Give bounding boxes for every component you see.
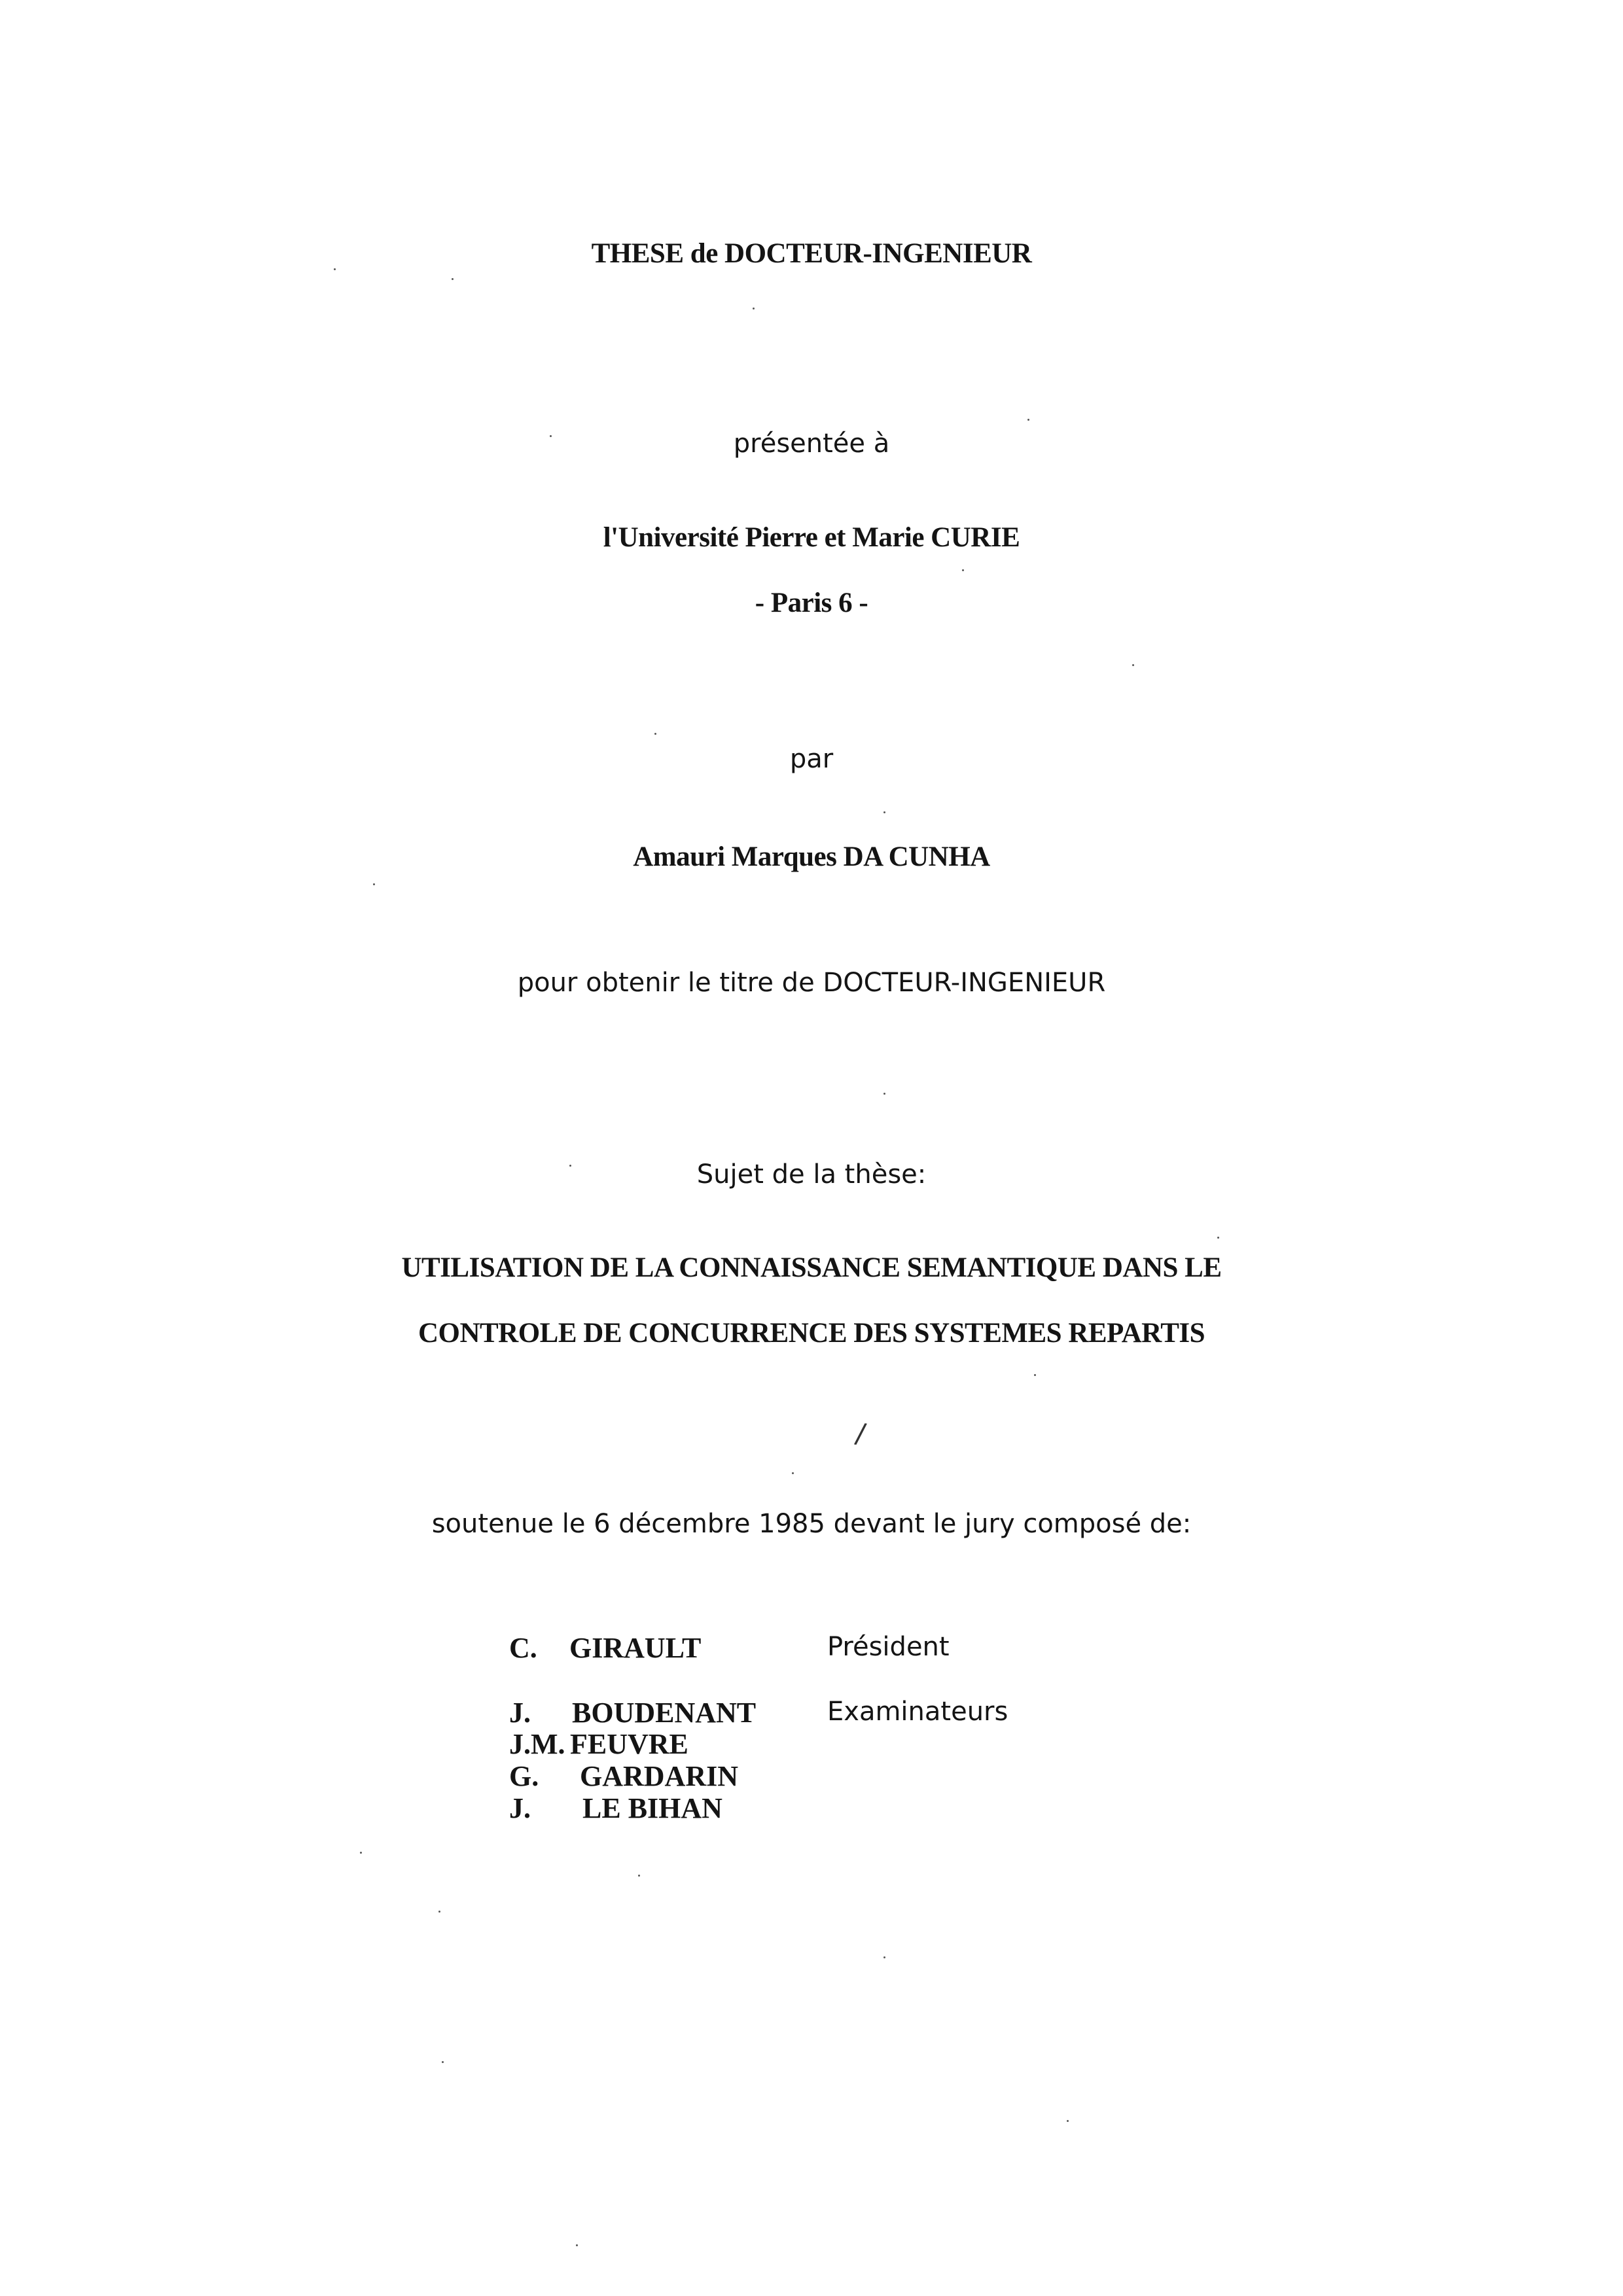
scan-speck — [1067, 2120, 1069, 2122]
thesis-type-heading: THESE de DOCTEUR-INGENIEUR — [591, 238, 1032, 269]
scan-speck — [638, 1875, 640, 1877]
subject-title-line-2: CONTROLE DE CONCURRENCE DES SYSTEMES REPARTIS — [418, 1318, 1205, 1349]
jury-member-surname: GIRAULT — [569, 1632, 702, 1664]
jury-member-feuvre — [509, 1730, 688, 1759]
scan-speck — [550, 435, 552, 437]
jury-member-initial: J. — [509, 1792, 531, 1824]
degree-purpose-text: pour obtenir le titre de DOCTEUR-INGENIEUR — [517, 968, 1106, 998]
scan-speck — [373, 883, 375, 885]
scan-speck — [883, 1956, 885, 1958]
jury-member-initial: G. — [509, 1760, 539, 1792]
defense-statement: soutenue le 6 décembre 1985 devant le jury composé de: — [431, 1509, 1192, 1539]
scan-speck — [452, 278, 454, 280]
scan-speck — [654, 733, 656, 735]
scan-speck — [576, 2244, 578, 2246]
university-name: l'Université Pierre et Marie CURIE — [603, 522, 1020, 553]
presented-to-text: présentée à — [733, 429, 890, 459]
scan-speck — [962, 569, 964, 571]
scan-speck — [360, 1852, 362, 1854]
scan-speck — [1217, 1237, 1219, 1239]
scan-speck — [792, 1472, 794, 1474]
jury-member-surname: GARDARIN — [580, 1760, 738, 1792]
author-name: Amauri Marques DA CUNHA — [633, 841, 990, 872]
by-text: par — [789, 744, 834, 774]
scan-speck — [753, 308, 755, 309]
jury-member-girault — [509, 1634, 701, 1663]
scan-speck — [1027, 419, 1029, 421]
scan-speck — [1034, 1374, 1036, 1376]
jury-member-surname: FEUVRE — [570, 1728, 688, 1760]
jury-member-le-bihan — [509, 1794, 722, 1823]
scan-speck — [334, 268, 336, 270]
university-campus: - Paris 6 - — [755, 588, 868, 618]
scan-speck — [442, 2061, 444, 2063]
jury-member-surname: BOUDENANT — [572, 1697, 757, 1729]
subject-title-line-1: UTILISATION DE LA CONNAISSANCE SEMANTIQUE DANS LE — [401, 1252, 1222, 1283]
jury-member-surname: LE BIHAN — [582, 1792, 722, 1824]
jury-member-initial: J. — [509, 1697, 531, 1729]
jury-role-president: Président — [827, 1632, 950, 1662]
scan-speck — [569, 1165, 571, 1167]
jury-member-initial: C. — [509, 1632, 537, 1664]
jury-member-initial: J.M. — [509, 1728, 565, 1760]
jury-member-gardarin — [509, 1762, 738, 1791]
scan-speck — [1132, 664, 1134, 666]
jury-role-examinateurs: Examinateurs — [827, 1697, 1008, 1727]
subject-label: Sujet de la thèse: — [696, 1159, 927, 1190]
scan-speck — [438, 1911, 440, 1913]
scan-speck — [883, 811, 885, 813]
jury-member-boudenant — [509, 1699, 756, 1727]
scan-speck — [883, 1093, 885, 1095]
scan-pen-mark: / — [853, 1417, 868, 1450]
